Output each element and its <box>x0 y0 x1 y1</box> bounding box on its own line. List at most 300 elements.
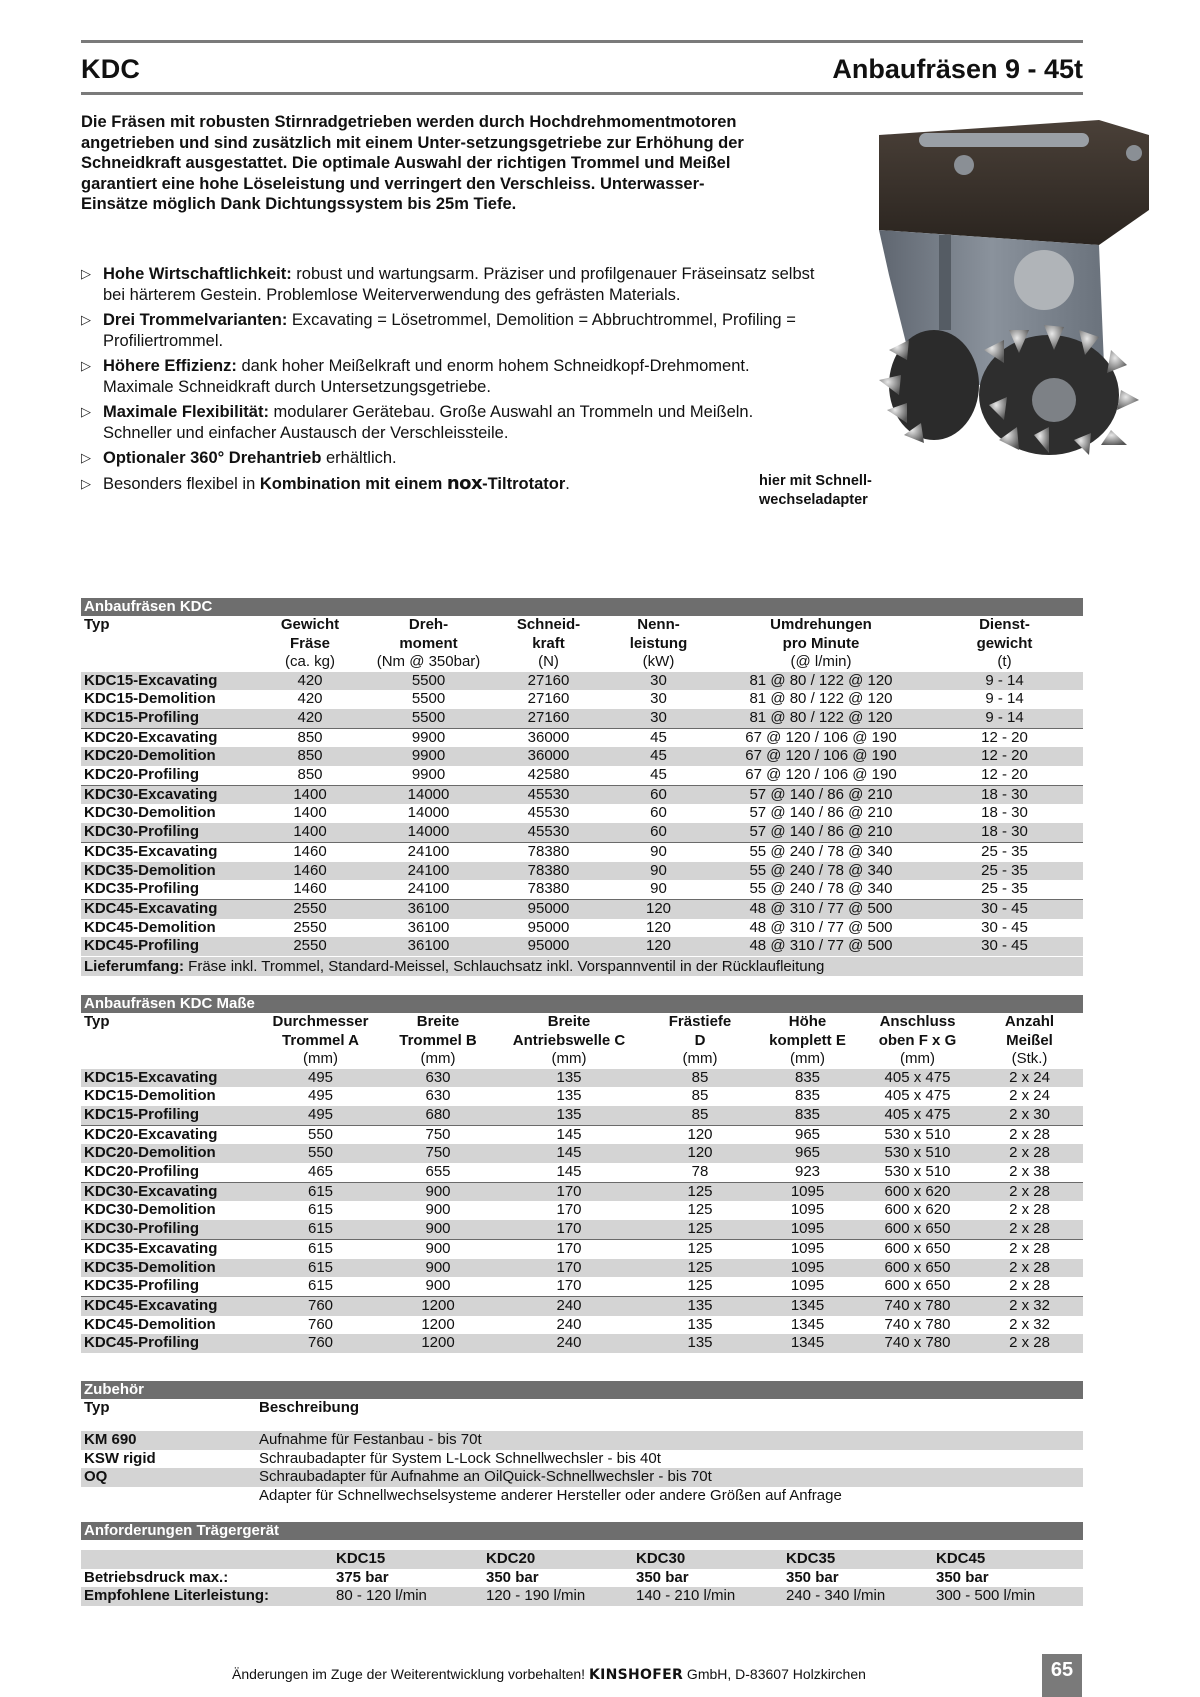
nox-logo: nox <box>446 472 483 494</box>
cell-value: 2 x 28 <box>976 1144 1083 1163</box>
cell-value: 615 <box>307 1201 334 1219</box>
cell-value: 835 <box>756 1106 859 1125</box>
table-row <box>81 842 1083 861</box>
cell-value: 140 - 210 l/min <box>633 1587 783 1606</box>
cell-value: 615 <box>259 1220 382 1239</box>
cell-value: 600 x 650 <box>859 1239 976 1258</box>
cell-type: KDC35-Excavating <box>81 842 259 861</box>
cell-value: 1095 <box>756 1259 859 1278</box>
cell-value: 60 <box>650 804 667 822</box>
cell-value: 55 @ 240 / 78 @ 340 <box>716 842 926 861</box>
footer <box>232 1666 866 1683</box>
cell-type: KSW rigid <box>84 1449 156 1467</box>
cell-type: KDC15-Excavating <box>81 672 259 691</box>
cell-value: 530 x 510 <box>859 1125 976 1144</box>
cell-value: 95000 <box>496 937 601 956</box>
cell-value: 1095 <box>756 1220 859 1239</box>
cell-value: 420 <box>297 690 323 708</box>
feature-label: Höhere Effizienz: <box>103 357 237 375</box>
cell-value: 600 x 650 <box>859 1259 976 1278</box>
cell-value: 170 <box>556 1201 582 1219</box>
cell-value: 85 <box>691 1087 709 1105</box>
cell-type: KDC45-Demolition <box>84 918 216 936</box>
specs-section <box>81 598 1083 956</box>
feature-text: robust und wartungsarm. Präziser und profilgenauer Fräseinsatz selbst bei härterem Gestein. Problemlose Weiterverwendung des gefrästen Materials. <box>103 265 815 304</box>
cell-type: KDC15-Demolition <box>84 1087 216 1105</box>
intro-paragraph: Die Fräsen mit robusten Stirnradgetrieben werden durch Hochdrehmomentmotoren angetrieben und sind zusätzlich mit einem Unter-setzungsgetriebe zur Erhöhung der Schneidkraft ausgestattet. Die optimale Auswahl der richtigen Trommel und Meißel garantiert eine hohe Löseleistung und verringert den Verschleiss. Unterwasser-Einsätze möglich Dank Dichtungssystem bis 25m Tiefe. <box>81 113 744 213</box>
cell-value: 600 x 650 <box>859 1220 976 1239</box>
cell-label: Empfohlene Literleistung: <box>81 1587 333 1606</box>
col-header: KDC30 <box>633 1550 783 1569</box>
cell-type: KDC45-Excavating <box>81 1296 259 1315</box>
cell-value: 965 <box>756 1144 859 1163</box>
cell-type: KDC30-Demolition <box>84 1201 216 1219</box>
cell-type: KDC15-Excavating <box>81 1069 259 1088</box>
cell-value: 1400 <box>259 785 361 804</box>
header-rule <box>81 92 1083 95</box>
cell-value: 350 bar <box>636 1568 689 1586</box>
cell-value: 5500 <box>411 690 446 708</box>
cell-type: KDC15-Profiling <box>81 1106 259 1125</box>
cell-type: KDC30-Demolition <box>84 804 216 822</box>
col-header: Typ <box>84 1013 110 1030</box>
cell-value: 9900 <box>361 747 496 766</box>
cell-value: 2 x 24 <box>1009 1087 1050 1105</box>
caption-line: hier mit Schnell- <box>759 473 872 489</box>
cell-value: 30 - 45 <box>981 918 1028 936</box>
cell-type: KDC35-Profiling <box>84 880 200 898</box>
cell-value: 60 <box>601 823 716 842</box>
cell-value: 835 <box>794 1087 821 1105</box>
cell-value: 350 bar <box>786 1568 839 1586</box>
table-row <box>81 1106 1083 1125</box>
feature-item <box>81 264 821 305</box>
col-header: Anschluss oben F x G (mm) <box>878 1013 957 1067</box>
cell-value: 27160 <box>496 709 601 728</box>
specs-body <box>81 672 1083 957</box>
cell-value: 405 x 475 <box>859 1106 976 1125</box>
cell-value: 45530 <box>496 823 601 842</box>
cell-value: 740 x 780 <box>859 1296 976 1315</box>
cell-value: 145 <box>494 1125 644 1144</box>
cell-value: 465 <box>307 1163 334 1181</box>
table-row <box>81 1182 1083 1201</box>
cell-value: 135 <box>494 1069 644 1088</box>
cell-value: 965 <box>756 1125 859 1144</box>
cell-value: 90 <box>650 880 667 898</box>
cell-value: 80 - 120 l/min <box>333 1587 483 1606</box>
col-header: Frästiefe D (mm) <box>668 1013 732 1067</box>
cell-value: 170 <box>556 1277 582 1295</box>
cell-value: 850 <box>259 747 361 766</box>
feature-label: Hohe Wirtschaftlichkeit: <box>103 265 292 283</box>
dimensions-body <box>81 1069 1083 1354</box>
col-header: Dienst- gewicht (t) <box>976 616 1033 670</box>
scope-label: Lieferumfang: <box>84 958 185 975</box>
col-header: Breite Antriebswelle C (mm) <box>512 1013 626 1067</box>
table-row <box>81 1569 1083 1588</box>
cell-value: 12 - 20 <box>981 766 1028 784</box>
cell-value: 530 x 510 <box>859 1144 976 1163</box>
table-row <box>81 1239 1083 1258</box>
col-header: KDC45 <box>933 1550 1083 1569</box>
cell-value: 5500 <box>361 709 496 728</box>
caption-line: wechseladapter <box>759 492 868 508</box>
cell-value: 24100 <box>407 880 450 898</box>
table-row <box>81 1259 1083 1278</box>
triangle-bullet-icon: ▷ <box>81 358 91 373</box>
col-header: Typ <box>84 1399 110 1416</box>
accessories-body <box>81 1431 1083 1505</box>
cell-value: 375 bar <box>336 1568 389 1586</box>
cell-value: 85 <box>644 1106 756 1125</box>
cell-value: 48 @ 310 / 77 @ 500 <box>749 918 893 936</box>
table-row <box>81 1144 1083 1163</box>
col-header: KDC35 <box>783 1550 933 1569</box>
table-header-row <box>81 1399 1083 1421</box>
feature-label: Drei Trommelvarianten: <box>103 311 288 329</box>
cell-value: 923 <box>794 1163 821 1181</box>
cell-value: 135 <box>494 1106 644 1125</box>
kinshofer-logo: KINSHOFER <box>588 1667 684 1683</box>
col-header: Beschreibung <box>259 1399 360 1416</box>
cell-value: 85 <box>644 1069 756 1088</box>
cell-value: 1095 <box>790 1277 825 1295</box>
cell-value: 420 <box>259 672 361 691</box>
cell-value: 1200 <box>382 1296 494 1315</box>
feature-text: dank hoher Meißelkraft und enorm hohem Schneidkopf-Drehmoment. Maximale Schneidkraft durch Untersetzungsgetriebe. <box>103 357 750 396</box>
cell-label: Betriebsdruck max.: <box>84 1568 229 1586</box>
triangle-bullet-icon: ▷ <box>81 312 91 327</box>
table-row <box>81 1316 1083 1335</box>
col-header: KDC15 <box>333 1550 483 1569</box>
cell-value: 90 <box>601 862 716 881</box>
cell-value: 2 x 28 <box>976 1182 1083 1201</box>
cell-value: 350 bar <box>936 1568 989 1586</box>
cell-value: 57 @ 140 / 86 @ 210 <box>716 785 926 804</box>
cell-value: 145 <box>556 1163 582 1181</box>
feature-item <box>81 402 821 443</box>
cell-value: 67 @ 120 / 106 @ 190 <box>716 747 926 766</box>
col-header: KDC20 <box>483 1550 633 1569</box>
cell-value: 30 - 45 <box>926 899 1083 918</box>
cell-value: 900 <box>382 1182 494 1201</box>
cell-value: 170 <box>494 1239 644 1258</box>
cell-value: 45 <box>601 728 716 747</box>
triangle-bullet-icon: ▷ <box>81 450 91 465</box>
cell-value: 2 x 28 <box>976 1259 1083 1278</box>
cell-value: 850 <box>297 766 323 784</box>
cell-value: 45 <box>601 747 716 766</box>
cell-value: 135 <box>644 1296 756 1315</box>
table-header-row <box>81 1013 1083 1069</box>
cell-value: 125 <box>644 1259 756 1278</box>
cell-value: 350 bar <box>486 1568 539 1586</box>
cell-type: KDC20-Demolition <box>81 747 259 766</box>
cell-type: KDC20-Profiling <box>84 766 200 784</box>
cell-value: 5500 <box>361 672 496 691</box>
cell-value: 170 <box>494 1259 644 1278</box>
cell-value: 95000 <box>527 918 570 936</box>
cell-value: 405 x 475 <box>884 1087 951 1105</box>
cell-value: 615 <box>259 1239 382 1258</box>
cell-value: 145 <box>494 1144 644 1163</box>
cell-value: 78380 <box>496 862 601 881</box>
table-row <box>81 1487 1083 1506</box>
cell-value: 30 <box>601 709 716 728</box>
cell-description: Schraubadapter für System L-Lock Schnellwechsler - bis 40t <box>259 1449 661 1467</box>
table-row <box>81 1450 1083 1469</box>
cell-value: 36000 <box>496 728 601 747</box>
cell-value: 600 x 650 <box>884 1277 951 1295</box>
cell-value: 170 <box>494 1220 644 1239</box>
cell-value: 615 <box>259 1259 382 1278</box>
cell-value: 57 @ 140 / 86 @ 210 <box>716 823 926 842</box>
cell-value: 120 <box>601 899 716 918</box>
cell-value: 2 x 28 <box>976 1125 1083 1144</box>
feature-item <box>81 448 821 469</box>
cell-value: 14000 <box>361 823 496 842</box>
cell-value: 750 <box>382 1125 494 1144</box>
feature-label: Optionaler 360° Drehantrieb <box>103 449 322 467</box>
feature-text: Besonders flexibel in <box>103 474 260 493</box>
page-category: Anbaufräsen 9 - 45t <box>832 54 1083 84</box>
cell-type: KDC20-Excavating <box>81 1125 259 1144</box>
requirements-body <box>81 1550 1083 1606</box>
cell-value: 9900 <box>411 766 446 784</box>
cell-value: 9 - 14 <box>926 672 1083 691</box>
cell-value: 850 <box>259 728 361 747</box>
cell-value: 36100 <box>361 937 496 956</box>
cell-value: 1095 <box>756 1182 859 1201</box>
cell-value: 615 <box>307 1277 334 1295</box>
cell-type: KDC20-Demolition <box>81 1144 259 1163</box>
cell-value: 1200 <box>421 1315 455 1333</box>
cell-value: 240 <box>494 1296 644 1315</box>
cell-value: 240 <box>556 1315 582 1333</box>
cell-value: 125 <box>687 1277 713 1295</box>
cell-value: 42580 <box>527 766 570 784</box>
top-rule <box>81 40 1083 43</box>
table-row <box>81 672 1083 691</box>
table-header-row <box>81 1550 1083 1569</box>
cell-value: 170 <box>494 1182 644 1201</box>
cell-value: 1460 <box>259 862 361 881</box>
table-row <box>81 1277 1083 1296</box>
cell-value: 78 <box>691 1163 709 1181</box>
cell-value: 900 <box>382 1259 494 1278</box>
table-row <box>81 709 1083 728</box>
cell-value: 12 - 20 <box>926 728 1083 747</box>
cell-value: 24100 <box>361 862 496 881</box>
cell-value: 760 <box>307 1315 334 1333</box>
cell-value: 125 <box>644 1220 756 1239</box>
col-header: Durchmesser Trommel A (mm) <box>272 1013 369 1067</box>
cell-value: 240 <box>494 1334 644 1353</box>
cell-value: 2 x 28 <box>1009 1201 1050 1219</box>
section-header: Zubehör <box>81 1381 1083 1399</box>
dimensions-section <box>81 995 1083 1353</box>
cell-type: KDC45-Profiling <box>81 1334 259 1353</box>
col-header: Schneid- kraft (N) <box>516 616 581 670</box>
table-row <box>81 747 1083 766</box>
table-row <box>81 728 1083 747</box>
cell-value: 25 - 35 <box>926 842 1083 861</box>
cell-value: 630 <box>382 1069 494 1088</box>
cell-value: 2 x 32 <box>1009 1315 1050 1333</box>
cell-value: 1095 <box>790 1201 825 1219</box>
requirements-section <box>81 1522 1083 1606</box>
cell-type: KDC15-Demolition <box>84 690 216 708</box>
cell-value: 90 <box>601 842 716 861</box>
feature-text: erhältlich. <box>321 449 397 467</box>
section-header: Anbaufräsen KDC <box>81 598 1083 616</box>
cell-value: 95000 <box>496 899 601 918</box>
cell-value: 67 @ 120 / 106 @ 190 <box>745 766 897 784</box>
table-row <box>81 880 1083 899</box>
cell-type: KDC30-Profiling <box>81 1220 259 1239</box>
cell-value: 81 @ 80 / 122 @ 120 <box>716 709 926 728</box>
feature-text: . <box>565 474 570 493</box>
col-header: Höhe komplett E (mm) <box>769 1013 846 1067</box>
cell-value: 27160 <box>527 690 570 708</box>
cell-value: 2 x 24 <box>976 1069 1083 1088</box>
cell-value: 45 <box>650 766 667 784</box>
table-row <box>81 804 1083 823</box>
cell-value: 55 @ 240 / 78 @ 340 <box>716 862 926 881</box>
cell-type: KDC35-Demolition <box>81 862 259 881</box>
cell-value: 120 <box>601 937 716 956</box>
table-row <box>81 937 1083 956</box>
table-row <box>81 1334 1083 1353</box>
cell-value: 600 x 620 <box>884 1201 951 1219</box>
cell-type: OQ <box>81 1468 256 1487</box>
feature-text: modularer Gerätebau. Große Auswahl an Trommeln und Meißeln. Schneller und einfacher Austausch der Verschleissteile. <box>103 403 754 442</box>
cell-value: 125 <box>644 1239 756 1258</box>
cell-value: 740 x 780 <box>884 1315 951 1333</box>
cell-value: 67 @ 120 / 106 @ 190 <box>716 728 926 747</box>
col-header: Dreh- moment (Nm @ 350bar) <box>376 616 481 670</box>
cell-value: 600 x 620 <box>859 1182 976 1201</box>
cell-value: 135 <box>687 1315 713 1333</box>
cell-value: 615 <box>259 1182 382 1201</box>
cell-value: 495 <box>259 1106 382 1125</box>
table-row <box>81 1220 1083 1239</box>
cell-value: 9 - 14 <box>985 690 1024 708</box>
cell-value: 125 <box>687 1201 713 1219</box>
cell-value: 2 x 28 <box>976 1239 1083 1258</box>
spacer-row <box>81 1421 1083 1431</box>
cell-value: 2550 <box>259 937 361 956</box>
cell-value: 25 - 35 <box>981 880 1028 898</box>
cell-value: 30 - 45 <box>926 937 1083 956</box>
cell-value: 9900 <box>361 728 496 747</box>
cell-value: 48 @ 310 / 77 @ 500 <box>716 899 926 918</box>
cell-type: KDC20-Excavating <box>81 728 259 747</box>
feature-label: -Tiltrotator <box>482 474 566 493</box>
cell-value: 1095 <box>756 1239 859 1258</box>
cell-type: KDC45-Profiling <box>81 937 259 956</box>
scope-text: Fräse inkl. Trommel, Standard-Meissel, Schlauchsatz inkl. Vorspannventil in der Rücklaufleitung <box>184 958 825 975</box>
feature-label: Maximale Flexibilität: <box>103 403 269 421</box>
cell-value: 78380 <box>527 880 570 898</box>
feature-item <box>81 474 821 495</box>
accessories-table <box>81 1399 1083 1505</box>
cell-value: 1200 <box>382 1334 494 1353</box>
col-header: Gewicht Fräse (ca. kg) <box>280 616 340 670</box>
cell-value: 1460 <box>259 842 361 861</box>
cell-description: Adapter für Schnellwechselsysteme anderer Hersteller oder andere Größen auf Anfrage <box>259 1486 842 1504</box>
table-row <box>81 1069 1083 1088</box>
col-header: Nenn- leistung (kW) <box>629 616 688 670</box>
table-row <box>81 1087 1083 1106</box>
page-title: KDC <box>81 54 141 84</box>
cell-value: 655 <box>425 1163 451 1181</box>
table-row <box>81 785 1083 804</box>
cell-value: 750 <box>382 1144 494 1163</box>
cell-type: KDC15-Profiling <box>81 709 259 728</box>
cell-value: 14000 <box>361 785 496 804</box>
cell-value: 36100 <box>361 899 496 918</box>
cell-type: KDC30-Excavating <box>81 785 259 804</box>
cell-value: 835 <box>756 1069 859 1088</box>
product-image <box>849 115 1164 460</box>
cell-value: 135 <box>644 1334 756 1353</box>
triangle-bullet-icon: ▷ <box>81 266 91 281</box>
table-row <box>81 766 1083 785</box>
cell-value: 135 <box>556 1087 582 1105</box>
col-header: Typ <box>84 616 110 633</box>
cell-value: 2 x 28 <box>1009 1277 1050 1295</box>
cell-value: 2 x 30 <box>976 1106 1083 1125</box>
footer-address: GmbH, D-83607 Holzkirchen <box>683 1666 866 1682</box>
cell-value: 14000 <box>407 804 450 822</box>
cell-value: 30 <box>601 672 716 691</box>
col-header: Umdrehungen pro Minute (@ l/min) <box>770 616 872 670</box>
cell-value: 81 @ 80 / 122 @ 120 <box>749 690 893 708</box>
cell-value: 24100 <box>361 842 496 861</box>
scope-of-delivery <box>81 957 1083 976</box>
cell-value: 405 x 475 <box>859 1069 976 1088</box>
cell-value: 760 <box>259 1334 382 1353</box>
feature-list <box>81 264 821 499</box>
feature-item <box>81 356 821 397</box>
cell-type <box>81 1487 256 1506</box>
cell-value: 27160 <box>496 672 601 691</box>
dimensions-table <box>81 1013 1083 1353</box>
cell-value: 900 <box>382 1220 494 1239</box>
cell-type: KDC30-Profiling <box>81 823 259 842</box>
feature-item <box>81 310 821 351</box>
cell-value: 45530 <box>527 804 570 822</box>
cell-type: KDC45-Demolition <box>84 1315 216 1333</box>
table-row <box>81 919 1083 938</box>
table-row <box>81 1587 1083 1606</box>
cell-value: 120 <box>644 1144 756 1163</box>
table-header-row <box>81 616 1083 672</box>
cell-value: 48 @ 310 / 77 @ 500 <box>716 937 926 956</box>
cell-value: 18 - 30 <box>926 823 1083 842</box>
table-row <box>81 1163 1083 1182</box>
cell-type: KDC35-Profiling <box>84 1277 200 1295</box>
cell-value: 550 <box>259 1125 382 1144</box>
cell-value: 57 @ 140 / 86 @ 210 <box>749 804 893 822</box>
page-number: 65 <box>1042 1654 1082 1697</box>
cell-value: 18 - 30 <box>926 785 1083 804</box>
cell-type: KDC45-Excavating <box>81 899 259 918</box>
cell-type: KM 690 <box>81 1431 256 1450</box>
cell-value: 740 x 780 <box>859 1334 976 1353</box>
